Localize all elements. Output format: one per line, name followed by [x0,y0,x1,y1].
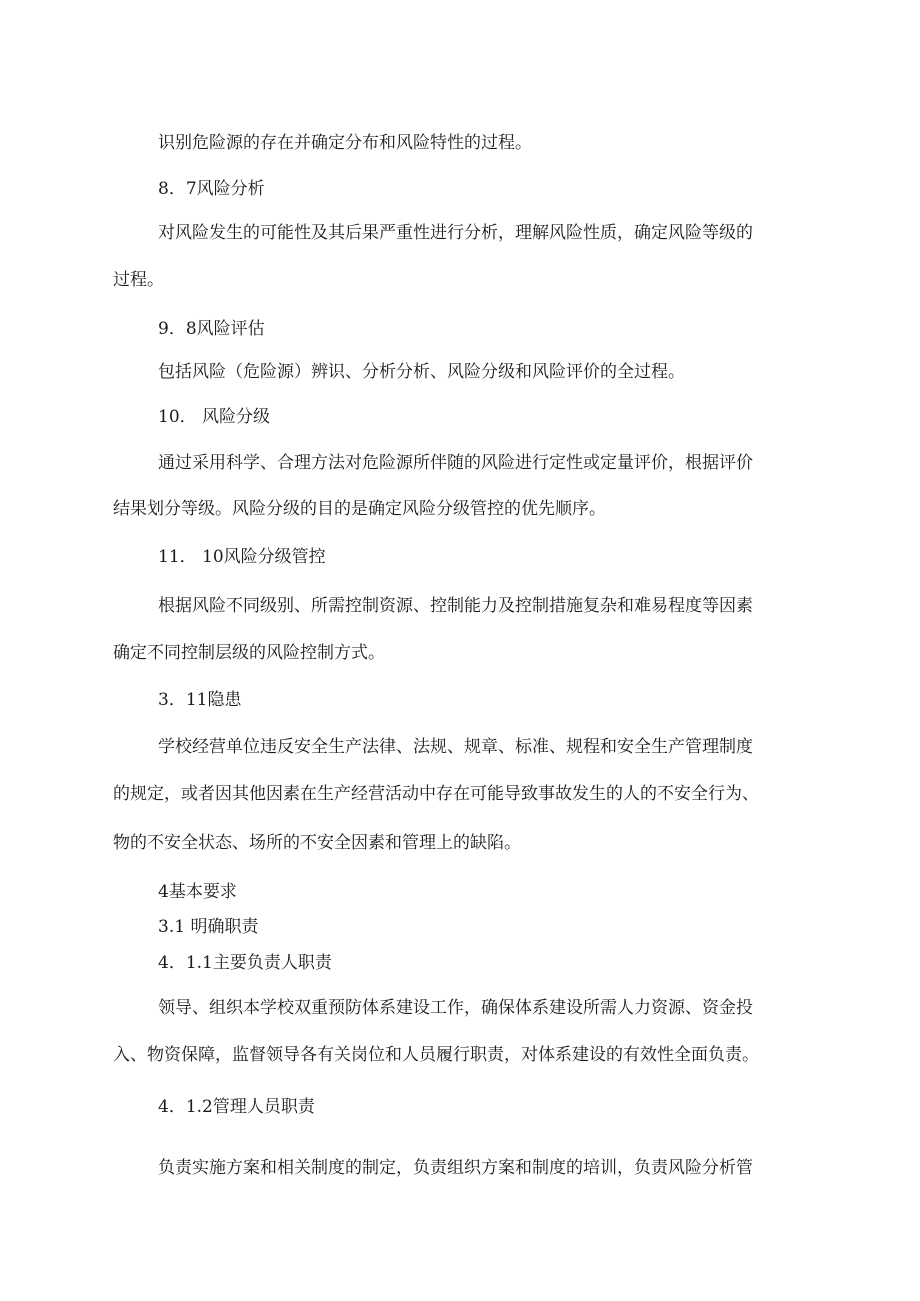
body-text-line: 识别危险源的存在并确定分布和风险特性的过程。 [158,133,532,153]
body-text-line: 根据风险不同级别、所需控制资源、控制能力及控制措施复杂和难易程度等因素 [158,596,753,616]
subsection-heading: 3.1 明确职责 [158,917,259,937]
body-text-line: 领导、组织本学校双重预防体系建设工作，确保体系建设所需人力资源、资金投 [158,998,753,1018]
body-text-line: 学校经营单位违反安全生产法律、法规、规章、标准、规程和安全生产管理制度 [158,737,753,757]
body-text-line: 对风险发生的可能性及其后果严重性进行分析，理解风险性质，确定风险等级的 [158,223,753,243]
body-text-line: 的规定，或者因其他因素在生产经营活动中存在可能导致事故发生的人的不安全行为、 [113,784,759,804]
subsection-heading: 4．1.2管理人员职责 [158,1097,315,1117]
section-heading: 11． 10风险分级管控 [158,547,326,567]
body-text-line: 确定不同控制层级的风险控制方式。 [113,643,385,663]
body-text-line: 包括风险（危险源）辨识、分析分析、风险分级和风险评价的全过程。 [158,362,685,382]
body-text-line: 负责实施方案和相关制度的制定，负责组织方案和制度的培训，负责风险分析管 [158,1158,753,1178]
section-heading: 8．7风险分析 [158,179,265,199]
body-text-line: 结果划分等级。风险分级的目的是确定风险分级管控的优先顺序。 [113,499,606,519]
section-heading: 9．8风险评估 [158,319,265,339]
section-heading: 3．11隐患 [158,690,242,710]
body-text-line: 通过采用科学、合理方法对危险源所伴随的风险进行定性或定量评价，根据评价 [158,453,753,473]
body-text-line: 物的不安全状态、场所的不安全因素和管理上的缺陷。 [113,833,521,853]
subsection-heading: 4．1.1主要负责人职责 [158,953,332,973]
section-heading: 10． 风险分级 [158,407,271,427]
body-text-line: 过程。 [113,270,164,290]
body-text-line: 入、物资保障，监督领导各有关岗位和人员履行职责，对体系建设的有效性全面负责。 [113,1045,759,1065]
section-heading: 4基本要求 [158,882,237,902]
